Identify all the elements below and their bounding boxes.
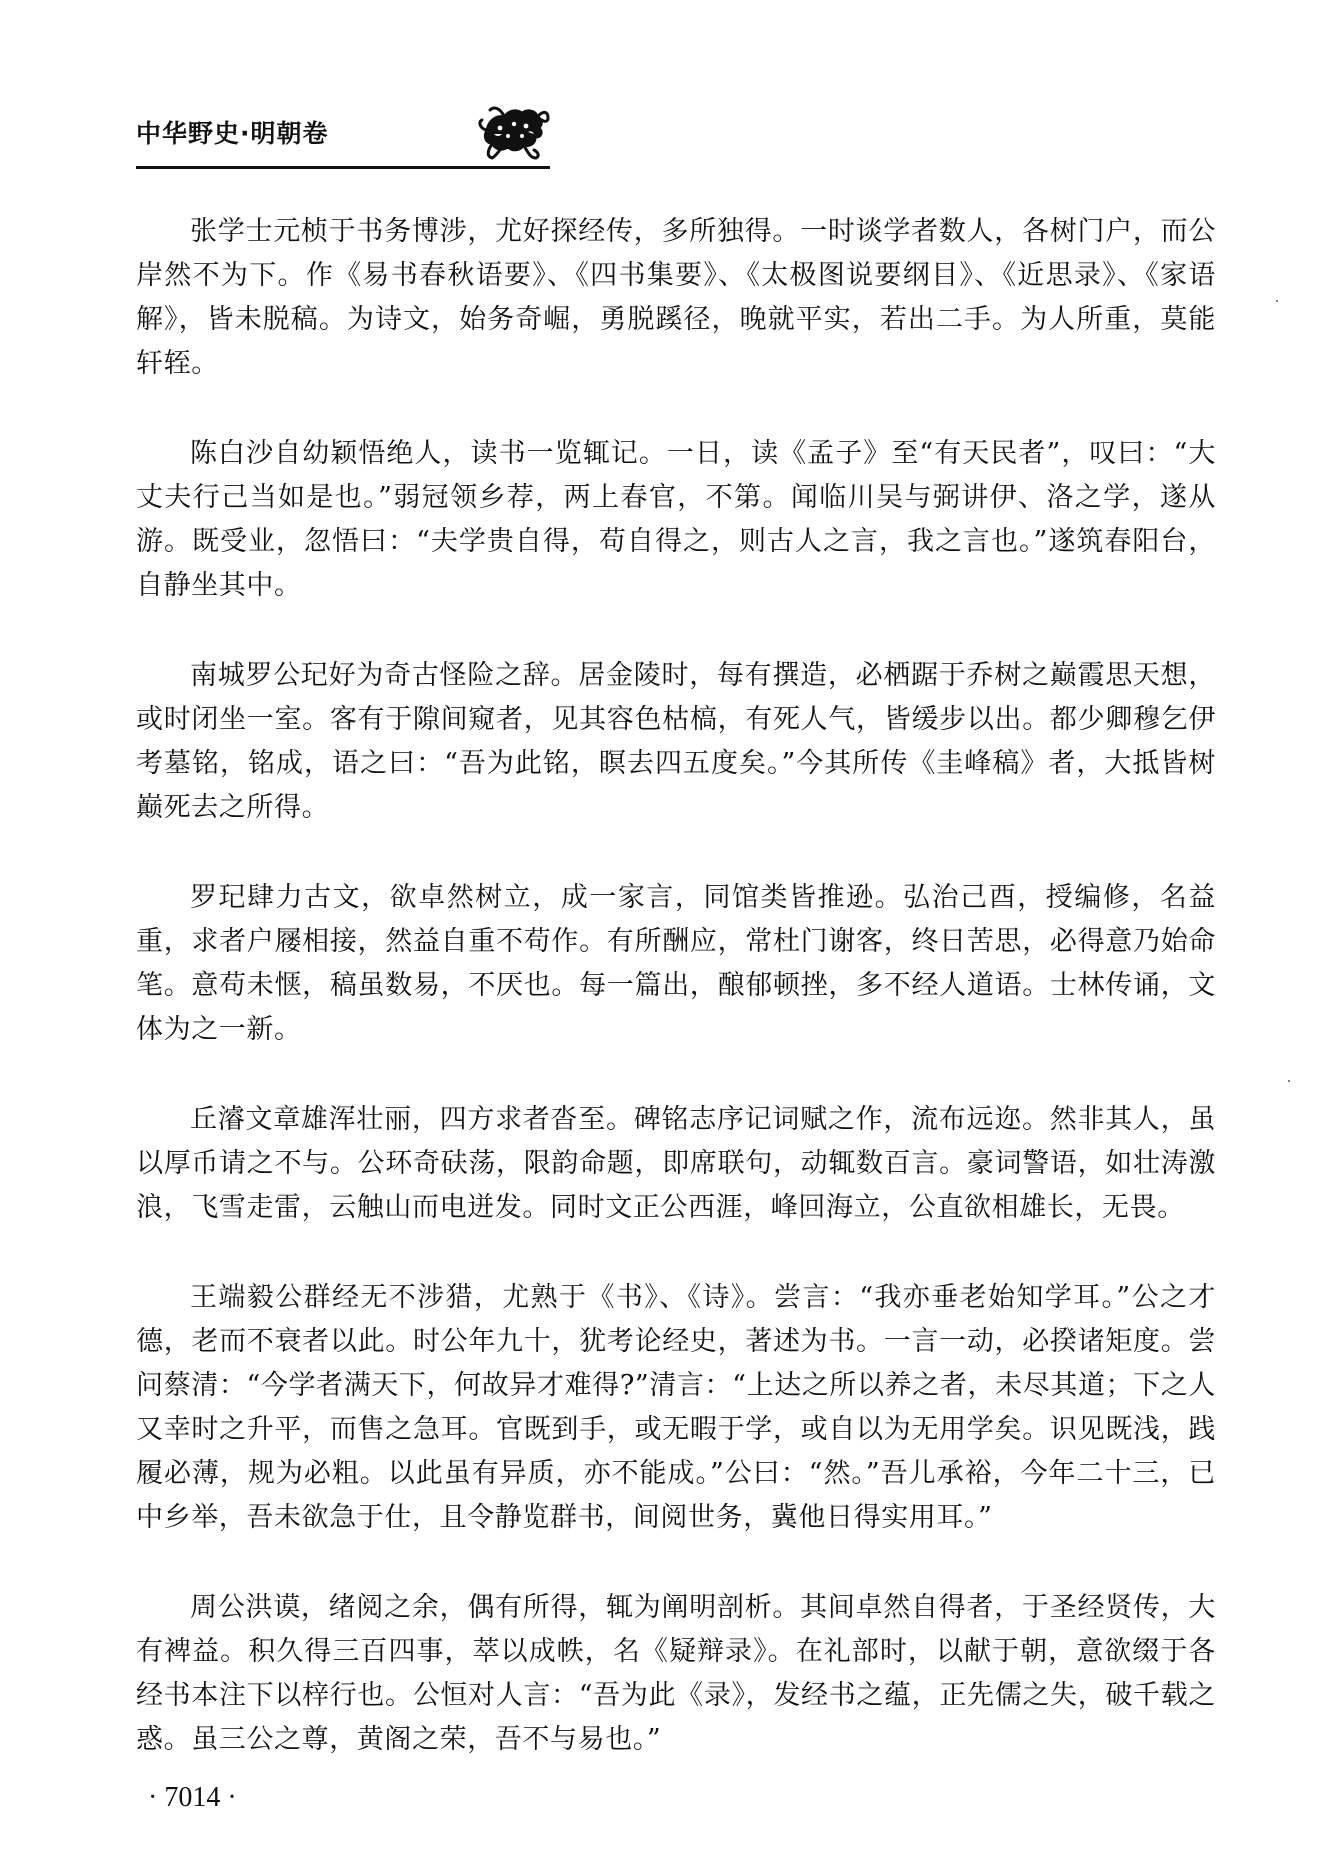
dragon-emblem-icon <box>478 100 550 162</box>
paragraph: 陈白沙自幼颖悟绝人，读书一览辄记。一日，读《孟子》至“有天民者”，叹曰：“大丈夫行己当如是也。”弱冠领乡荐，两上春官，不第。闻临川吴与弼讲伊、洛之学，遂从游。既受业，忽悟曰：“夫学贵自得，苟自得之，则古人之言，我之言也。”遂筑春阳台，自静坐其中。 <box>136 438 1216 601</box>
paragraph: 周公洪谟，绪阅之余，偶有所得，辄为阐明剖析。其间卓然自得者，于圣经贤传，大有裨益。积久得三百四事，萃以成帙，名《疑辩录》。在礼部时，以献于朝，意欲缀于各经书本注下以梓行也。公恒对人言：“吾为此《录》，发经书之蕴，正先儒之失，破千载之惑。虽三公之尊，黄阁之荣，吾不与易也。” <box>136 1592 1216 1755</box>
paragraph: 张学士元桢于书务博涉，尤好探经传，多所独得。一时谈学者数人，各树门户，而公岸然不为下。作《易书春秋语要》、《四书集要》、《太极图说要纲目》、《近思录》、《家语解》，皆未脱稿。为诗文，始务奇崛，勇脱蹊径，晚就平实，若出二手。为人所重，莫能轩轾。 <box>136 216 1216 379</box>
paragraph: 王端毅公群经无不涉猎，尤熟于《书》、《诗》。尝言：“我亦垂老始知学耳。”公之才德，老而不衰者以此。时公年九十，犹考论经史，著述为书。一言一动，必揆诸矩度。尝问蔡清：“今学者满天下，何故异才难得?”清言：“上达之所以养之者，未尽其道；下之人又幸时之升平，而售之急耳。官既到手，或无暇于学，或自以为无用学矣。识见既浅，践履必薄，规为必粗。以此虽有异质，亦不能成。”公曰：“然。”吾儿承裕，今年二十三，已中乡举，吾未欲急于仕，且令静览群书，间阅世务，冀他日得实用耳。” <box>136 1282 1216 1533</box>
article-body <box>136 210 1216 1762</box>
running-header <box>136 100 550 166</box>
scan-speck <box>1276 300 1278 302</box>
page-number: · 7014 · <box>148 1782 237 1813</box>
paragraph: 罗玘肆力古文，欲卓然树立，成一家言，同馆类皆推逊。弘治己酉，授编修，名益重，求者户屦相接，然益自重不苟作。有所酬应，常杜门谢客，终日苦思，必得意乃始命笔。意苟未惬，稿虽数易，不厌也。每一篇出，酿郁顿挫，多不经人道语。士林传诵，文体为之一新。 <box>136 882 1216 1045</box>
paragraph: 丘濬文章雄浑壮丽，四方求者沓至。碑铭志序记词赋之作，流布远迩。然非其人，虽以厚币请之不与。公环奇砆荡，限韵命题，即席联句，动辄数百言。豪词警语，如壮涛激浪，飞雪走雷，云触山而电迸发。同时文正公西涯，峰回海立，公直欲相雄长，无畏。 <box>136 1104 1216 1223</box>
paragraph: 南城罗公玘好为奇古怪险之辞。居金陵时，每有撰造，必栖踞于乔树之巅霞思天想，或时闭坐一室。客有于隙间窥者，见其容色枯槁，有死人气，皆缓步以出。都少卿穆乞伊考墓铭，铭成，语之曰：“吾为此铭，瞑去四五度矣。”今其所传《圭峰稿》者，大抵皆树巅死去之所得。 <box>136 660 1216 823</box>
running-title: 中华野史·明朝卷 <box>136 119 329 148</box>
scan-speck <box>1288 1080 1290 1082</box>
header-rule <box>136 166 550 169</box>
